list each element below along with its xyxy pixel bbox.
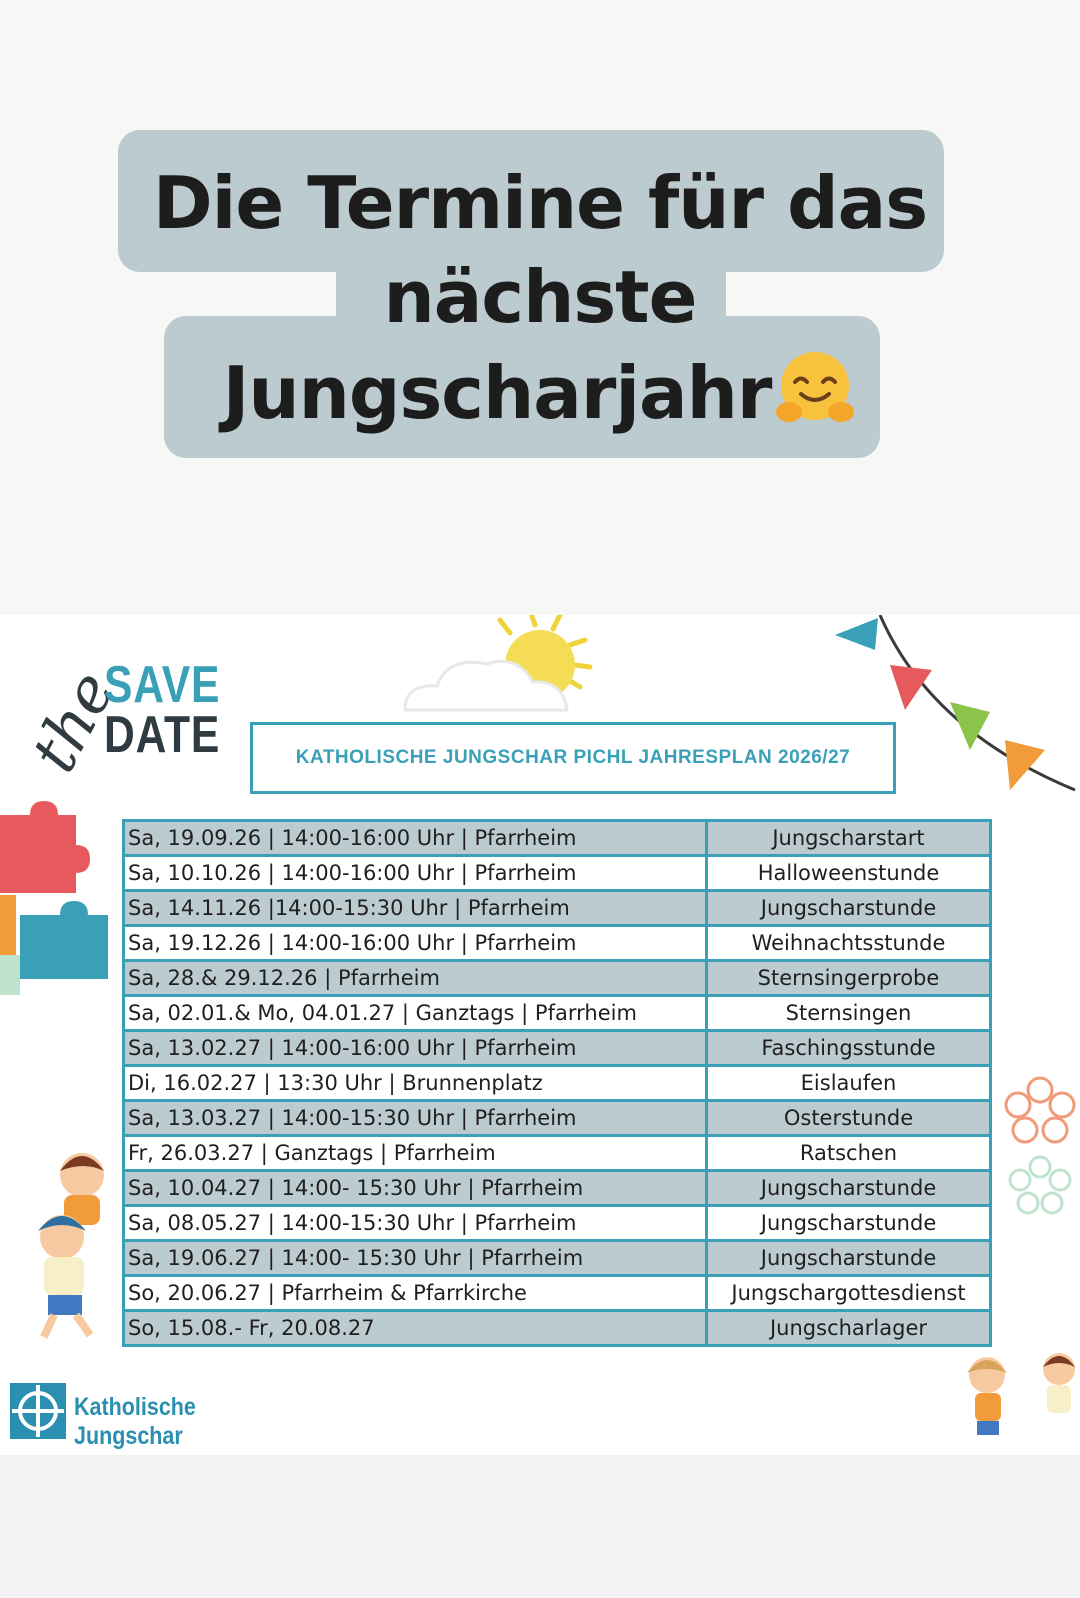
jungschar-cross-icon xyxy=(8,1381,68,1441)
sun-cloud-icon xyxy=(385,615,625,725)
termin-event-cell: Jungscharstunde xyxy=(707,1171,991,1206)
hugging-face-emoji-icon xyxy=(773,346,857,430)
termin-event-cell: Sternsingerprobe xyxy=(707,961,991,996)
headline-line-1: Die Termine für das xyxy=(152,161,928,245)
termin-date-cell: Sa, 13.03.27 | 14:00-15:30 Uhr | Pfarrheim xyxy=(124,1101,707,1136)
headline-line-3 xyxy=(0,346,1080,438)
termin-event-cell: Halloweenstunde xyxy=(707,856,991,891)
table-row xyxy=(124,1101,991,1136)
table-row xyxy=(124,1311,991,1346)
table-row xyxy=(124,1031,991,1066)
termin-event-cell: Jungscharstart xyxy=(707,821,991,856)
termin-date-cell: Sa, 28.& 29.12.26 | Pfarrheim xyxy=(124,961,707,996)
termin-event-cell: Faschingsstunde xyxy=(707,1031,991,1066)
termin-date-cell: Sa, 08.05.27 | 14:00-15:30 Uhr | Pfarrheim xyxy=(124,1206,707,1241)
plan-title-box xyxy=(250,722,896,794)
save-the-date-logo xyxy=(16,655,228,784)
kids-playing-icon xyxy=(20,1145,130,1345)
termin-event-cell: Eislaufen xyxy=(707,1066,991,1101)
table-row xyxy=(124,821,991,856)
table-row xyxy=(124,1206,991,1241)
plan-title: KATHOLISCHE JUNGSCHAR PICHL JAHRESPLAN 2026/27 xyxy=(295,747,851,768)
table-row xyxy=(124,1171,991,1206)
table-row xyxy=(124,1276,991,1311)
headline-line-2: nächste xyxy=(383,255,697,339)
termin-event-cell: Jungscharstunde xyxy=(707,1241,991,1276)
termin-date-cell: Fr, 26.03.27 | Ganztags | Pfarrheim xyxy=(124,1136,707,1171)
termine-table xyxy=(122,819,992,1347)
katholische-jungschar-logo xyxy=(8,1375,318,1450)
termin-date-cell: Sa, 19.09.26 | 14:00-16:00 Uhr | Pfarrheim xyxy=(124,821,707,856)
termin-date-cell: Sa, 10.10.26 | 14:00-16:00 Uhr | Pfarrheim xyxy=(124,856,707,891)
termin-date-cell: Sa, 19.12.26 | 14:00-16:00 Uhr | Pfarrheim xyxy=(124,926,707,961)
logo-text: Katholische Jungschar xyxy=(74,1393,196,1450)
flower-icon xyxy=(1000,1075,1080,1225)
table-row xyxy=(124,1066,991,1101)
table-row xyxy=(124,996,991,1031)
termin-event-cell: Ratschen xyxy=(707,1136,991,1171)
termin-date-cell: So, 20.06.27 | Pfarrheim & Pfarrkirche xyxy=(124,1276,707,1311)
table-row xyxy=(124,961,991,996)
termin-date-cell: Sa, 13.02.27 | 14:00-16:00 Uhr | Pfarrheim xyxy=(124,1031,707,1066)
table-row xyxy=(124,856,991,891)
termin-event-cell: Jungscharlager xyxy=(707,1311,991,1346)
table-row xyxy=(124,1136,991,1171)
termin-event-cell: Jungscharstunde xyxy=(707,891,991,926)
headline-area xyxy=(0,0,1080,615)
termin-event-cell: Sternsingen xyxy=(707,996,991,1031)
table-row xyxy=(124,1241,991,1276)
termin-date-cell: Sa, 14.11.26 |14:00-15:30 Uhr | Pfarrheim xyxy=(124,891,707,926)
termin-event-cell: Jungschargottesdienst xyxy=(707,1276,991,1311)
termin-date-cell: Sa, 19.06.27 | 14:00- 15:30 Uhr | Pfarrheim xyxy=(124,1241,707,1276)
table-row xyxy=(124,926,991,961)
save-label: SAVE xyxy=(104,656,221,714)
termin-date-cell: So, 15.08.- Fr, 20.08.27 xyxy=(124,1311,707,1346)
termin-date-cell: Sa, 02.01.& Mo, 04.01.27 | Ganztags | Pfarrheim xyxy=(124,996,707,1031)
kids-running-icon xyxy=(955,1345,1080,1455)
table-row xyxy=(124,891,991,926)
termin-event-cell: Jungscharstunde xyxy=(707,1206,991,1241)
headline-line-3-text: Jungscharjahr xyxy=(222,351,772,435)
termin-event-cell: Weihnachtsstunde xyxy=(707,926,991,961)
termin-event-cell: Osterstunde xyxy=(707,1101,991,1136)
puzzle-pieces-icon xyxy=(0,795,120,1005)
bottom-margin xyxy=(0,1455,1080,1598)
termin-date-cell: Sa, 10.04.27 | 14:00- 15:30 Uhr | Pfarrheim xyxy=(124,1171,707,1206)
termin-date-cell: Di, 16.02.27 | 13:30 Uhr | Brunnenplatz xyxy=(124,1066,707,1101)
date-label: DATE xyxy=(104,706,221,764)
the-label: the xyxy=(16,659,129,784)
jahresplan-flyer xyxy=(0,615,1080,1598)
